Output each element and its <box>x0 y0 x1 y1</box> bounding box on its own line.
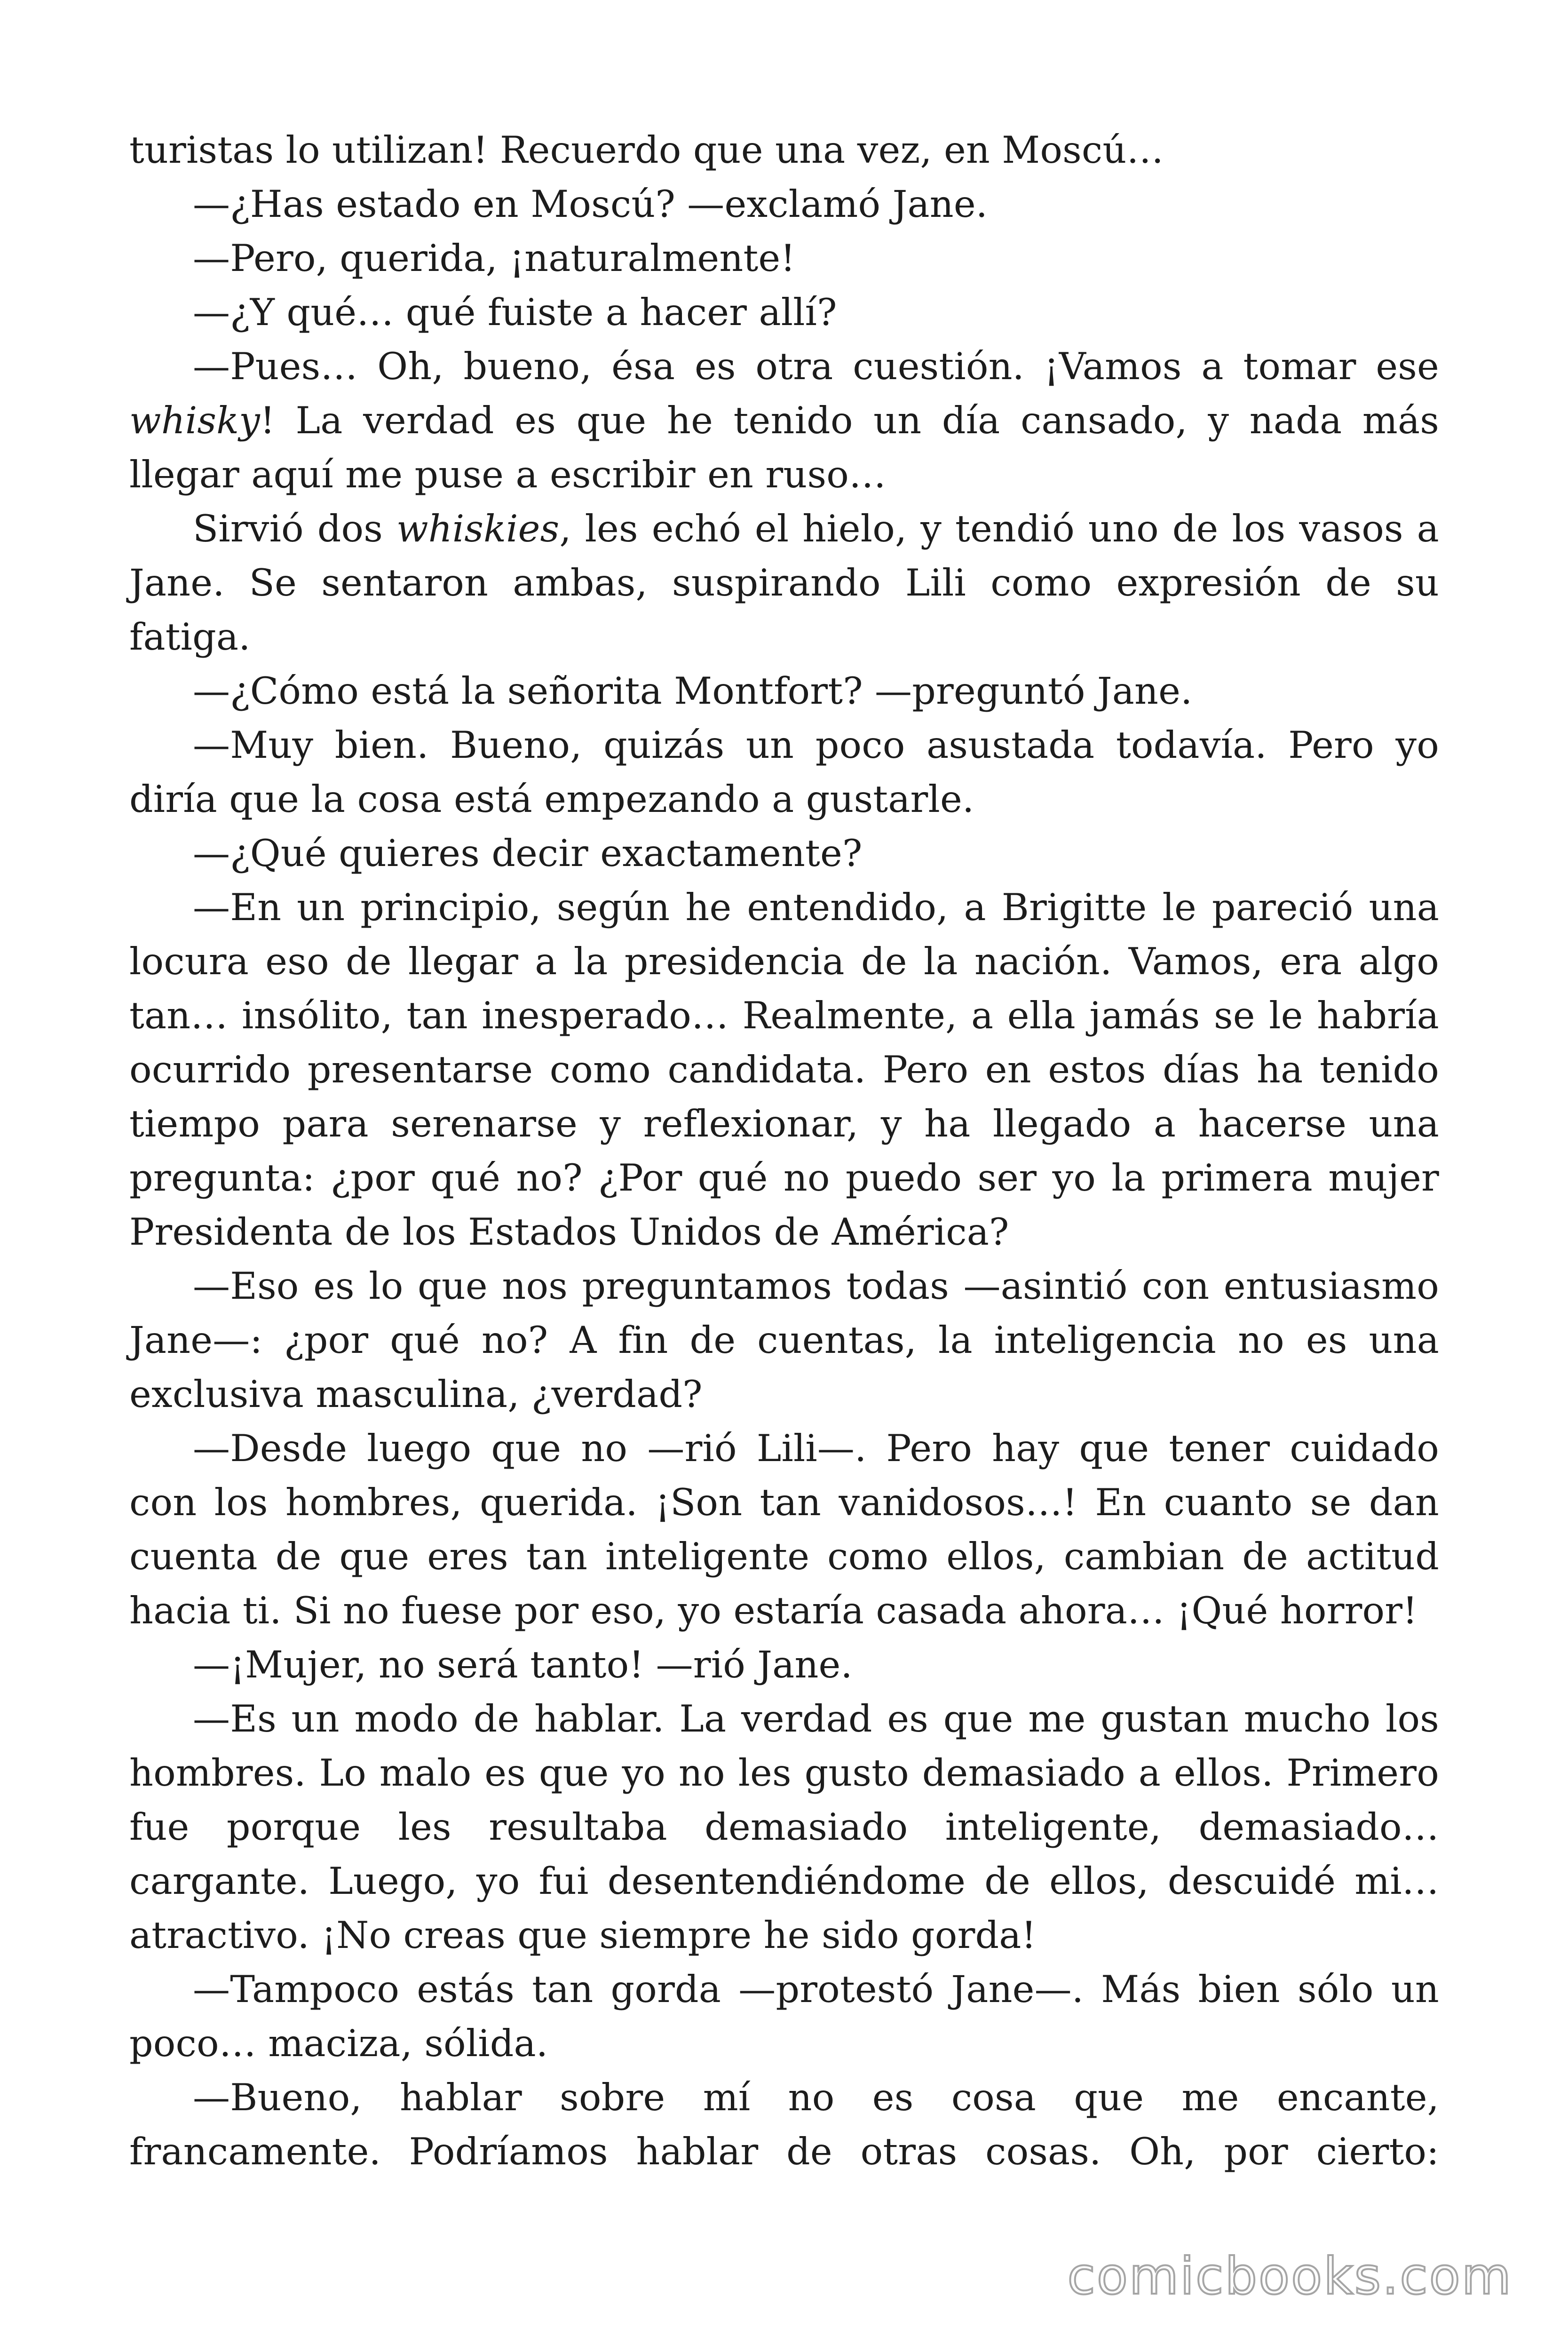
book-page-text <box>129 123 1439 2179</box>
italic-run: whisky <box>129 399 261 442</box>
text-run: —¿Has estado en Moscú? —exclamó Jane. <box>193 183 988 226</box>
text-run: —¿Qué quieres decir exactamente? <box>193 832 863 875</box>
paragraph <box>129 502 1439 664</box>
text-run: —¿Cómo está la señorita Montfort? —preguntó Jane. <box>193 669 1193 713</box>
text-run: —Tampoco estás tan gorda —protestó Jane—. Más bien sólo un poco… maciza, sólida. <box>129 1968 1439 2065</box>
paragraph <box>129 718 1439 826</box>
text-run: , les echó el hielo, y tendió uno de los vasos a Jane. Se sentaron ambas, suspirando Lili como expresión de su fatiga. <box>129 507 1439 659</box>
paragraph <box>129 286 1439 340</box>
text-run: —Pero, querida, ¡naturalmente! <box>193 237 796 280</box>
paragraph <box>129 1259 1439 1422</box>
text-run: turistas lo utilizan! Recuerdo que una vez, en Moscú… <box>129 128 1164 172</box>
paragraph <box>129 1692 1439 1963</box>
paragraph <box>129 177 1439 231</box>
text-run: —Pues… Oh, bueno, ésa es otra cuestión. ¡Vamos a tomar ese <box>193 345 1439 388</box>
paragraph <box>129 2071 1439 2179</box>
paragraph <box>129 881 1439 1259</box>
text-run: —¿Y qué… qué fuiste a hacer allí? <box>193 291 837 334</box>
paragraph <box>129 1638 1439 1692</box>
text-run: —En un principio, según he entendido, a Brigitte le pareció una locura eso de llegar a la presidencia de la nación. Vamos, era algo tan… insólito, tan inesperado… Realmente, a ella jamás se le habría ocurrido presentarse como candidata. Pero en estos días ha tenido tiempo para serenarse y reflexionar, y ha llegado a hacerse una pregunta: ¿por qué no? ¿Por qué no puedo ser yo la primera mujer Presidenta de los Estados Unidos de América? <box>129 886 1439 1254</box>
text-run: —Bueno, hablar sobre mí no es cosa que me encante, francamente. Podríamos hablar de otras cosas. Oh, por cierto: <box>129 2076 1439 2173</box>
paragraph <box>129 231 1439 286</box>
paragraph <box>129 1963 1439 2071</box>
text-run: Sirvió dos <box>193 507 396 550</box>
text-run: —Desde luego que no —rió Lili—. Pero hay que tener cuidado con los hombres, querida. ¡Son tan vanidosos…! En cuanto se dan cuenta de que eres tan inteligente como ellos, cambian de actitud hacia ti. Si no fuese por eso, yo estaría casada ahora… ¡Qué horror! <box>129 1427 1439 1632</box>
text-run: —¡Mujer, no será tanto! —rió Jane. <box>193 1643 853 1686</box>
text-run: —Es un modo de hablar. La verdad es que me gustan mucho los hombres. Lo malo es que yo no les gusto demasiado a ellos. Primero fue porque les resultaba demasiado inteligente, demasiado… cargante. Luego, yo fui desentendiéndome de ellos, descuidé mi… atractivo. ¡No creas que siempre he sido gorda! <box>129 1697 1439 1957</box>
watermark-logo: comicbooks.com <box>1067 2247 1513 2306</box>
italic-run: whiskies <box>396 507 560 550</box>
paragraph <box>129 123 1439 177</box>
text-run: ! La verdad es que he tenido un día cansado, y nada más llegar aquí me puse a escribir en ruso… <box>129 399 1439 496</box>
paragraph <box>129 340 1439 502</box>
paragraph <box>129 826 1439 881</box>
text-run: —Eso es lo que nos preguntamos todas —asintió con entusiasmo Jane—: ¿por qué no? A fin de cuentas, la inteligencia no es una exclusiva masculina, ¿verdad? <box>129 1264 1439 1416</box>
paragraph <box>129 664 1439 718</box>
paragraph <box>129 1422 1439 1638</box>
text-run: —Muy bien. Bueno, quizás un poco asustada todavía. Pero yo diría que la cosa está empezando a gustarle. <box>129 723 1439 821</box>
